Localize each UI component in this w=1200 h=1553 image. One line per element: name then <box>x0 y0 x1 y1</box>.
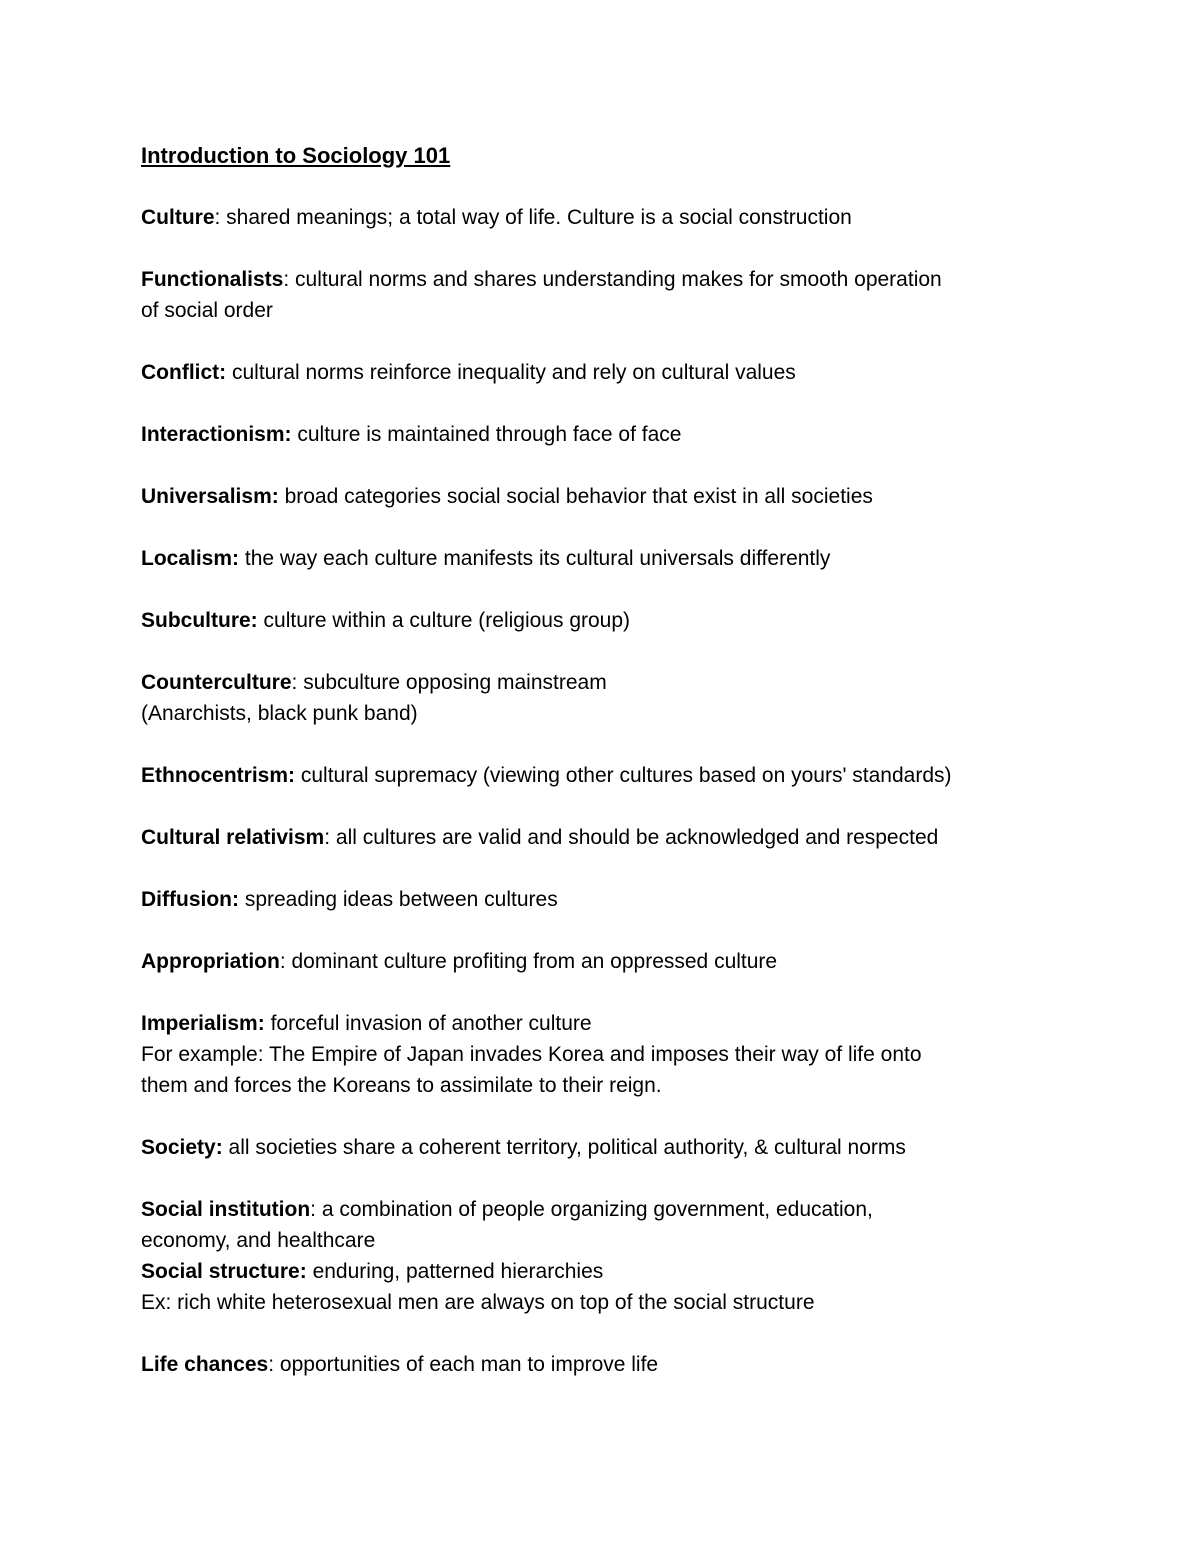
term: Ethnocentrism: <box>141 764 296 787</box>
term: Diffusion: <box>141 888 239 911</box>
entry-cultural-relativism <box>141 822 1081 853</box>
entry-culture <box>141 202 1081 233</box>
term: Society: <box>141 1136 223 1159</box>
entry-line <box>141 1132 1081 1163</box>
entry-subculture <box>141 605 1081 636</box>
definition: spreading ideas between cultures <box>244 888 558 911</box>
definition: enduring, patterned hierarchies <box>312 1260 604 1283</box>
definition: cultural norms reinforce inequality and rely on cultural values <box>232 361 796 384</box>
entry-appropriation <box>141 946 1081 977</box>
entry-social-structure <box>141 1256 1081 1318</box>
entry-line <box>141 1008 1081 1039</box>
entry-line <box>141 543 1081 574</box>
entry-conflict <box>141 357 1081 388</box>
definition: a combination of people organizing government, education, <box>321 1198 873 1221</box>
separator: : <box>214 206 227 229</box>
term: Functionalists <box>141 268 284 291</box>
continuation-line: economy, and healthcare <box>141 1229 376 1252</box>
definition: dominant culture profiting from an oppressed culture <box>291 950 778 973</box>
entry-line <box>141 946 1081 977</box>
term: Universalism: <box>141 485 279 508</box>
entry-line <box>141 760 1081 791</box>
term: Interactionism: <box>141 423 292 446</box>
definition: forceful invasion of another culture <box>270 1012 592 1035</box>
entry-line <box>141 1256 1081 1287</box>
entry-line <box>141 202 1081 233</box>
separator: : <box>310 1198 322 1221</box>
definition: shared meanings; a total way of life. Culture is a social construction <box>226 206 852 229</box>
entry-interactionism <box>141 419 1081 450</box>
continuation-line: Ex: rich white heterosexual men are always on top of the social structure <box>141 1291 815 1314</box>
term: Social structure: <box>141 1260 307 1283</box>
entry-counterculture <box>141 667 1081 729</box>
entry-line <box>141 605 1081 636</box>
term: Subculture: <box>141 609 258 632</box>
entry-ethnocentrism <box>141 760 1081 791</box>
term: Culture <box>141 206 215 229</box>
entry-line <box>141 1349 1081 1380</box>
entry-line <box>141 822 1081 853</box>
entry-imperialism <box>141 1008 1081 1101</box>
entry-life-chances <box>141 1349 1081 1380</box>
separator: : <box>283 268 296 291</box>
separator: : <box>279 950 292 973</box>
entry-line <box>141 884 1081 915</box>
term: Appropriation <box>141 950 280 973</box>
term: Social institution <box>141 1198 311 1221</box>
definition: cultural norms and shares understanding makes for smooth operation <box>295 268 942 291</box>
entry-functionalists <box>141 264 1081 326</box>
document-page <box>141 140 1081 1380</box>
entry-line <box>141 419 1081 450</box>
separator: : <box>268 1353 280 1376</box>
entry-diffusion <box>141 884 1081 915</box>
continuation-line: For example: The Empire of Japan invades Korea and imposes their way of life onto <box>141 1043 922 1066</box>
entry-society <box>141 1132 1081 1163</box>
definition: all cultures are valid and should be acknowledged and respected <box>335 826 939 849</box>
entry-line <box>141 357 1081 388</box>
entry-line <box>141 481 1081 512</box>
term: Cultural relativism <box>141 826 325 849</box>
term: Localism: <box>141 547 240 570</box>
term: Imperialism: <box>141 1012 265 1035</box>
document-title: Introduction to Sociology 101 <box>141 143 451 168</box>
term: Life chances <box>141 1353 269 1376</box>
definition: subculture opposing mainstream <box>303 671 607 694</box>
continuation-line: (Anarchists, black punk band) <box>141 702 418 725</box>
definition: cultural supremacy (viewing other cultures based on yours' standards) <box>300 764 952 787</box>
definition: all societies share a coherent territory, political authority, & cultural norms <box>228 1136 906 1159</box>
separator: : <box>291 671 304 694</box>
entry-social-institution <box>141 1194 1081 1256</box>
continuation-line: of social order <box>141 299 273 322</box>
definition: culture is maintained through face of face <box>297 423 682 446</box>
entry-line <box>141 1194 1081 1225</box>
entry-line <box>141 667 1081 698</box>
definition: culture within a culture (religious group) <box>263 609 631 632</box>
entry-line <box>141 264 1081 295</box>
entry-localism <box>141 543 1081 574</box>
term: Counterculture <box>141 671 292 694</box>
definition: opportunities of each man to improve life <box>279 1353 659 1376</box>
definition: the way each culture manifests its cultural universals differently <box>244 547 831 570</box>
term: Conflict: <box>141 361 227 384</box>
definition: broad categories social social behavior that exist in all societies <box>284 485 873 508</box>
separator: : <box>324 826 336 849</box>
continuation-line: them and forces the Koreans to assimilate to their reign. <box>141 1074 662 1097</box>
entry-universalism <box>141 481 1081 512</box>
